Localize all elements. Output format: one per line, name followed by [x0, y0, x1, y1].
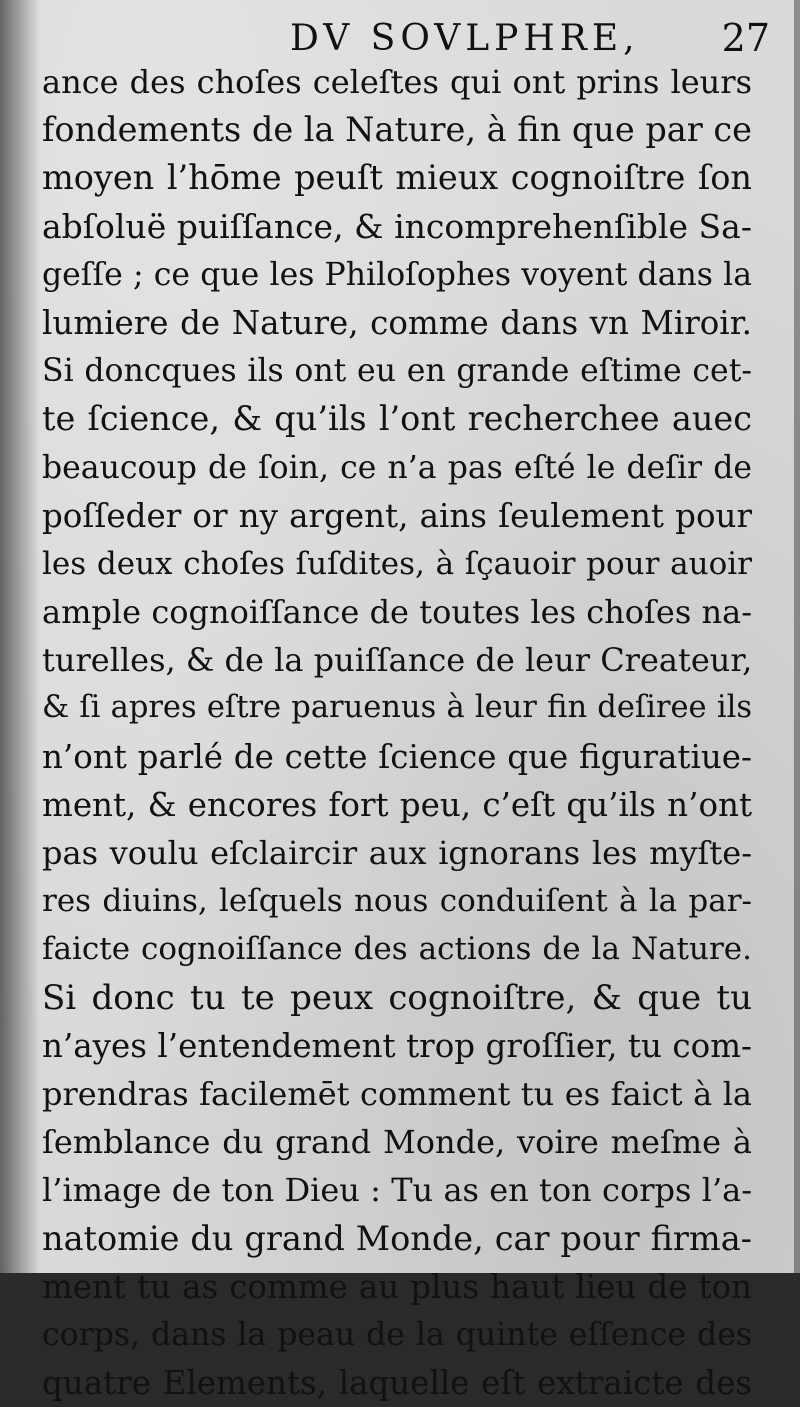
text-line: pas voulu eſclaircir aux ignorans les myſte-	[42, 834, 752, 872]
text-line: n’ont parlé de cette ſcience que figuratiue-	[42, 737, 752, 776]
text-line: n’ayes l’entendement trop groſſier, tu com-	[42, 1026, 752, 1065]
text-line: ſemblance du grand Monde, voire meſme à	[42, 1123, 752, 1162]
text-line: moyen l’hōme peuſt mieux cognoiſtre ſon	[42, 158, 752, 198]
text-line: quatre Elements, laquelle eſt extraicte des	[42, 1364, 752, 1403]
text-line: beaucoup de ſoin, ce n’a pas eſté le deſir de	[42, 449, 752, 486]
text-line: Si doncques ils ont eu en grande eſtime cet-	[42, 353, 752, 390]
text-line: ance des choſes celeſtes qui ont prins leurs	[42, 63, 752, 101]
text-line: Si donc tu te peux cognoiſtre, & que tu	[42, 977, 752, 1018]
text-line: te ſcience, & qu’ils l’ont recherchee auec	[42, 399, 752, 439]
text-line: & ſi apres eſtre paruenus à leur fin deſiree ils	[42, 690, 752, 726]
text-line: res diuins, leſquels nous conduiſent à la par-	[42, 883, 752, 920]
text-line: ment tu as comme au plus haut lieu de ton	[42, 1267, 752, 1306]
text-line: lumiere de Nature, comme dans vn Miroir.	[42, 303, 752, 342]
text-line: turelles, & de la puiſſance de leur Createur,	[42, 641, 753, 680]
text-line: natomie du grand Monde, car pour firma-	[42, 1218, 752, 1258]
page-header	[40, 14, 780, 58]
text-line: ample cognoiſſance de toutes les choſes na-	[42, 593, 752, 632]
text-line: faicte cognoiſſance des actions de la Nature.	[42, 931, 752, 968]
text-line: corps, dans la peau de la quinte eſſence des	[42, 1316, 752, 1353]
text-line: poſſeder or ny argent, ains ſeulement pour	[42, 496, 752, 535]
text-line: prendras facilemēt comment tu es faict à la	[42, 1074, 752, 1113]
page-number: 27	[721, 16, 770, 60]
text-line: ment, & encores fort peu, c’eſt qu’ils n’ont	[42, 785, 752, 824]
body-text	[42, 58, 752, 1407]
running-head: DV SOVLPHRE,	[290, 18, 640, 59]
text-line: l’image de ton Dieu : Tu as en ton corps l’a-	[42, 1171, 752, 1210]
text-line: les deux choſes ſuſdites, à ſçauoir pour auoir	[42, 545, 752, 582]
page-edge	[794, 0, 800, 1273]
text-line: geſſe ; ce que les Philoſophes voyent dans la	[42, 256, 752, 293]
text-line: fondements de la Nature, à fin que par ce	[42, 110, 752, 150]
gutter-shadow	[0, 0, 40, 1273]
text-line: abſoluë puiſſance, & incomprehenſible Sa-	[42, 206, 752, 246]
